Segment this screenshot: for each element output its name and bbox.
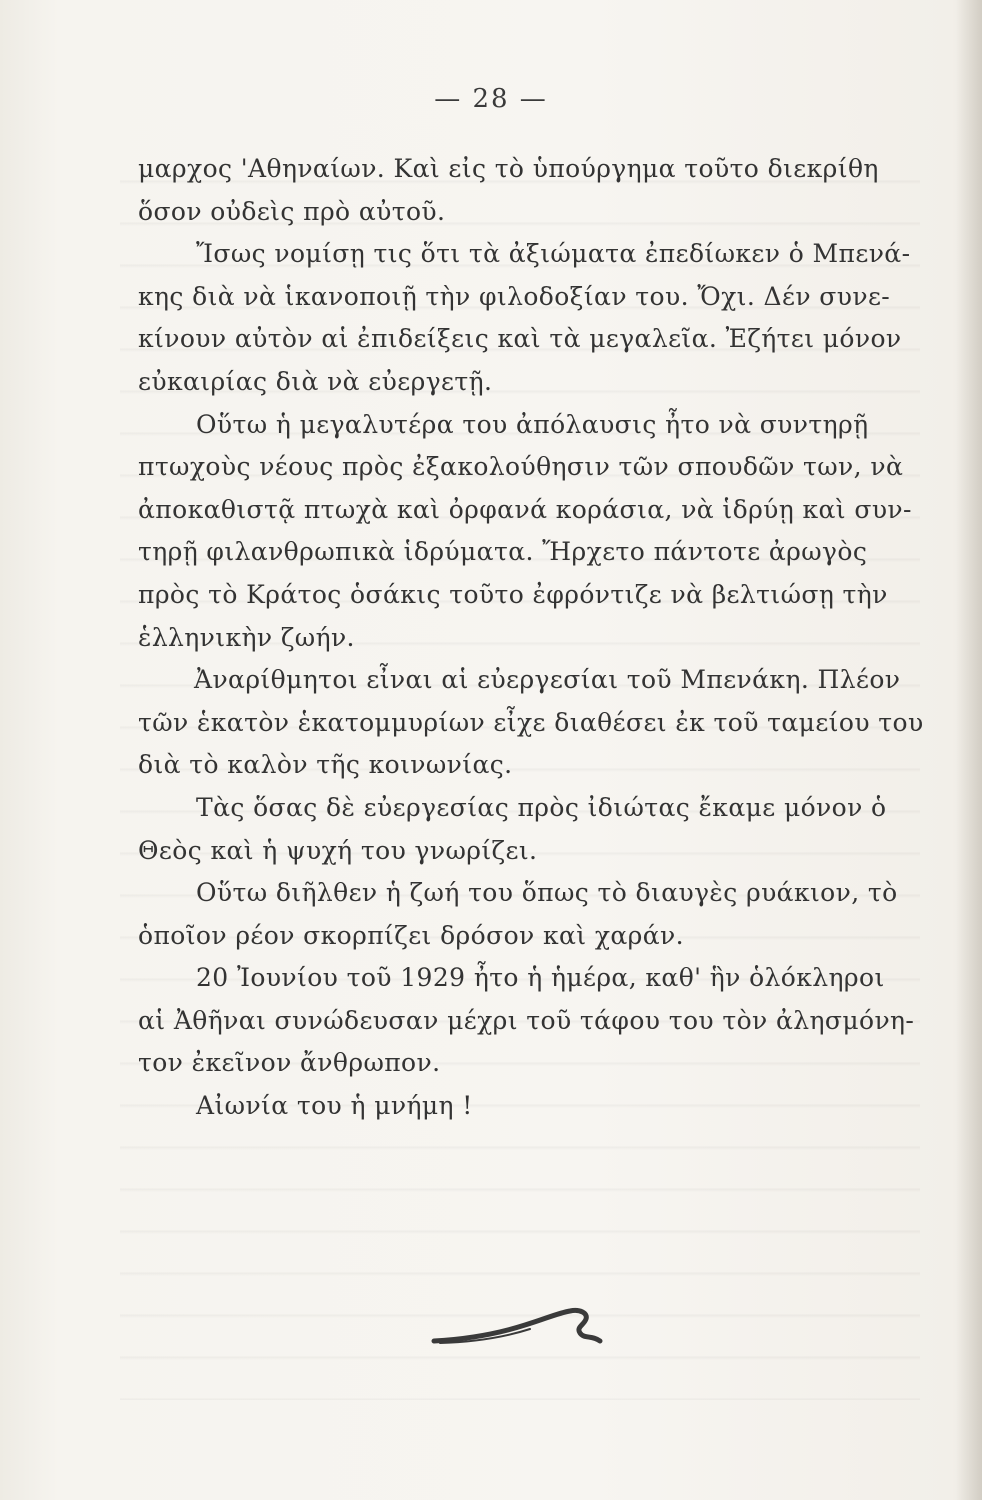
paragraph-start-line: Τὰς ὅσας δὲ εὐεργεσίας πρὸς ἰδιώτας ἔκαμε μόνον ὁ [196,792,887,822]
paragraph-start-line: 20 Ἰουνίου τοῦ 1929 ἦτο ἡ ἡμέρα, καθ' ἣν ὁλόκληροι [196,963,885,993]
paragraph-start-line: Οὕτω διῆλθεν ἡ ζωή του ὅπως τὸ διαυγὲς ρυάκιον, τὸ [196,878,898,908]
text-line: τηρῇ φιλανθρωπικὰ ἱδρύματα. Ἤρχετο πάντοτε ἀρωγὸς [138,537,868,567]
text-line: ὅσον οὐδεὶς πρὸ αὐτοῦ. [138,196,446,226]
text-line: εὐκαιρίας διὰ νὰ εὐεργετῇ. [138,366,493,396]
tailpiece-ornament [430,1295,610,1355]
paragraph-start-line: Ἀναρίθμητοι εἶναι αἱ εὐεργεσίαι τοῦ Μπενάκη. Πλέον [194,665,901,695]
text-line: πτωχοὺς νέους πρὸς ἐξακολούθησιν τῶν σπουδῶν των, νὰ [138,452,904,482]
text-line: ἑλληνικὴν ζωήν. [138,622,355,652]
text-line: διὰ τὸ καλὸν τῆς κοινωνίας. [138,750,513,780]
paragraph-start-line: Οὕτω ἡ μεγαλυτέρα του ἀπόλαυσις ἦτο νὰ συντηρῇ [196,409,869,439]
page-edge-shadow [956,0,982,1500]
paragraph-start-line: Αἰωνία του ἡ μνήμη ! [196,1091,473,1121]
page-number: — 28 — [434,84,548,114]
text-line: Θεὸς καὶ ἡ ψυχή του γνωρίζει. [138,835,538,865]
text-line: ὁποῖον ρέον σκορπίζει δρόσον καὶ χαράν. [138,920,684,950]
text-line: ἀποκαθιστᾷ πτωχὰ καὶ ὀρφανά κοράσια, νὰ ἱδρύῃ καὶ συν- [138,494,912,524]
text-line: κίνουν αὐτὸν αἱ ἐπιδείξεις καὶ τὰ μεγαλεῖα. Ἐζήτει μόνον [138,324,902,354]
text-line: αἱ Ἀθῆναι συνώδευσαν μέχρι τοῦ τάφου του τὸν ἀλησμόνη- [138,1005,915,1035]
text-line: κης διὰ νὰ ἱκανοποιῇ τὴν φιλοδοξίαν του. Ὄχι. Δέν συνε- [138,281,891,311]
text-line: πρὸς τὸ Κράτος ὁσάκις τοῦτο ἐφρόντιζε νὰ βελτιώσῃ τὴν [138,579,888,609]
paragraph-start-line: Ἴσως νομίσῃ τις ὅτι τὰ ἀξιώματα ἐπεδίωκεν ὁ Μπενά- [196,239,911,269]
text-line: τον ἐκεῖνον ἄνθρωπον. [138,1048,441,1078]
body-text [138,148,924,1128]
text-line: τῶν ἑκατὸν ἑκατομμυρίων εἶχε διαθέσει ἐκ τοῦ ταμείου του [138,707,924,737]
text-line: μαρχος 'Αθηναίων. Καὶ εἰς τὸ ὑπούργημα τοῦτο διεκρίθη [138,154,879,183]
